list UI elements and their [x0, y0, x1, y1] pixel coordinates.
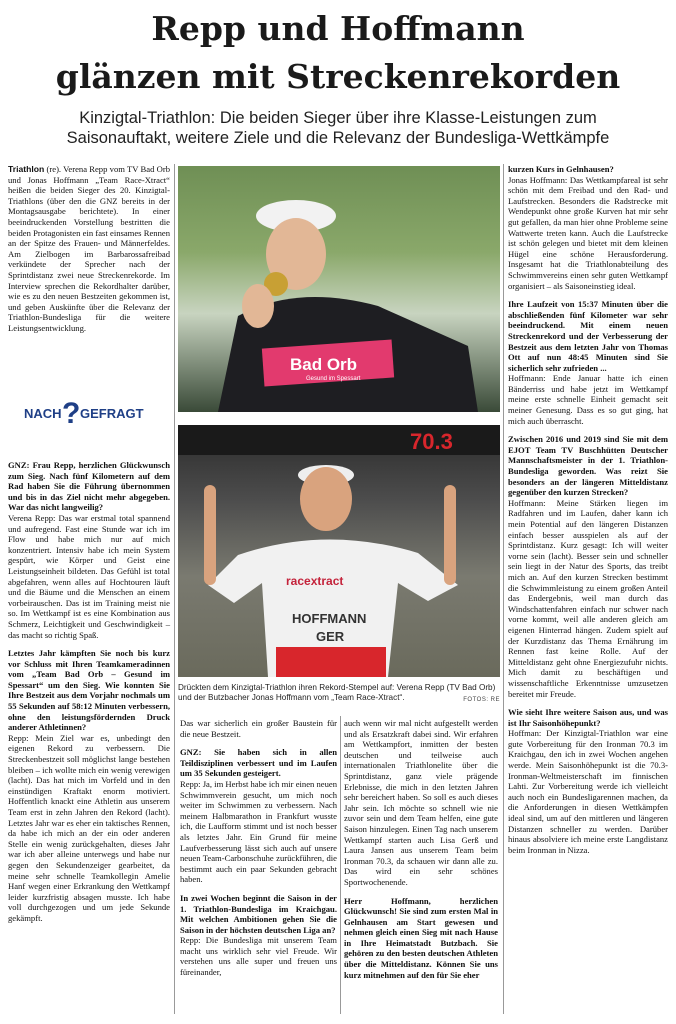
interview-question: Herr Hoffmann, herzlichen Glückwunsch! Sie sind zum ersten Mal in Gelnhausen am Start gewesen und nehmen gleich einen Sieg mit nach Hause in Ihre Heimatstadt Butzbach. Sie gehören zu den besten deutschen Athleten über die Mitteldistanz. Können Sie uns kurz mitnehmen auf den für Sie eher: [344, 895, 498, 980]
column-rule: [174, 164, 175, 1014]
interview-question: Letztes Jahr kämpften Sie noch bis kurz vor Schluss mit Ihren Teamkameradinnen vom „Team Bad Orb – Gesund im Spessart“ um den Sieg. Wie konnten Sie Ihre Bestzeit aus dem Vorjahr nochmals um 55 Sekunden auf 58:12 Minuten verbessern, ohne den leistungsfördernden Druck anderer Athletinnen?: [8, 648, 170, 733]
interview-answer: Repp: Mein Ziel war es, unbedingt den eigenen Rekord zu verbessern. Die Streckenbestzeit soll möglichst lange bestehen bleiben – ich wollte mich ein wenig verewigen (lacht). Das hat mich im Vorfeld und in den einstündigen Kraftakt enorm motiviert. Hoffentlich knackt eine Athletin aus unserem Team erst in zehn Jahren den Rekord (lacht). Letztes Jahr war es eher ein taktisches Rennen, da habe ich mich an der ein oder anderen Stelle ein wenig zurückgehalten, dieses Jahr war ich aber alleine unterwegs und habe nur gegen den Sekundenzeiger gearbeitet, da meine sehr schnelle Teamkollegin Amelie Hanf wegen einer Erkrankung den Wettkampf leider kurzfristig absagen musste. Ich habe voll durchgezogen und um jede Sekunde gekämpft.: [8, 732, 170, 923]
interview-column-4: [508, 164, 668, 855]
question-mark-icon: ?: [62, 397, 81, 428]
interview-column-3: [344, 718, 498, 980]
interview-answer: Repp: Die Bundesliga mit unserem Team macht uns wirklich sehr viel Freude. Wir verstehen uns alle super und freuen uns füreinander,: [180, 935, 337, 978]
interview-answer: auch wenn wir mal nicht aufgestellt werden und als Ersatzkraft dabei sind. Wir erfahren am Wettkampfort, inmitten der besten deutschen und teilweise auch internationalen Triathlonelite über die Sprintdistanz, ganz viele prägende Erlebnisse, die mich in den letzten Jahren sehr bereichert haben. So soll es auch dieses Jahr sein. Ich möchte so schnell wie nie zuvor sein und dem Team helfen, eine gute Saison hinzulegen. Einen Tag nach unserem Wettkampf starten auch Lisa Gerß und Laura Jansen aus unserem Team beim Ironman 70.3, da schauen wir dann alle zu. Das wird ein sehr schönes Sportwochenende.: [344, 718, 498, 887]
interview-column-2: [180, 718, 337, 978]
photo-caption: [178, 683, 500, 705]
photo2-banner: 70.3: [410, 429, 453, 454]
photo2-shirt-brand: racextract: [286, 574, 344, 588]
intro-body: (re). Verena Repp vom TV Bad Orb und Jonas Hoffmann „Team Race-Xtract“ heißen die beiden Sieger des 20. Kinzigtal-Triathlons (über den die GNZ bereits in der Montagsausgabe berichtete). In einer beeindruckenden Vorstellung bestritten die beiden Protagonisten ein fast einsames Rennen an der Spitze des Frauen- und Männerfeldes. Am Zielbogen im Barbarossafreibad verkündete der Sprecher nach der Sprintdistanz zwei neue Streckenrekorde. Im Interview sprechen die Rekordhalter darüber, wie es zu den neuen Bestzeiten gekommen ist, und geben Auskünfte über die Relevanz der Triathlon-Bundesliga für die weitere Leistungsentwicklung.: [8, 164, 170, 333]
interview-answer: Das war sicherlich ein großer Baustein für die neue Bestzeit.: [180, 718, 337, 739]
interview-answer: Hoffmann: Meine Stärken liegen im Radfahren und im Laufen, daher kann ich mein Potential auf den längeren Distanzen einfach besser ausspielen als auf der Sprintdistanz. Kurz gesagt: Ich will weiter vorne sein (lacht). Besser sein und schneller sein liegt in der Natur des Sports, das treibt mich an. Auf den kurzen Strecken bestimmt die Schwimmleistung zu einem großen Anteil das Endergebnis, weil man durch das Windschattenfahren einfach nur schwer nach vorne kommt, weil alle anderen gleich am eigenen Hinterrad hängen. Zudem spielt auf der Kurzdistanz das Thema Ernährung im Rennen fast keine Rolle. Auf der Mitteldistanz geht ohne Energiezufuhr nichts. Mich damit zu beschäftigen und wissenschaftliche Erkenntnisse umzusetzen bereitet mir Freude.: [508, 497, 668, 699]
photo1-shirt-sub: Gesund im Spessart: [306, 376, 361, 382]
interview-question: Ihre Laufzeit von 15:37 Minuten über die abschließenden fünf Kilometer war sehr beeindruckend. Mit einem neuen Streckenrekord und der Verbesserung der Bestzeit aus dem letzten Jahr von Thomas Ott auf nun 48:45 Minuten sind Sie sicherlich sehr zufrieden ...: [508, 299, 668, 373]
photo2-shirt-name: HOFFMANN: [292, 611, 367, 626]
interview-answer: Jonas Hoffmann: Das Wettkampfareal ist sehr schön mit dem Freibad und den Rad- und Laufstrecken. Besonders die Radstrecke mit Wendepunkt ohne große Kurven hat mir sehr gut gefallen, da man hier ohne Probleme seine Wattwerte treten kann. Auch die Laufstrecke ist schön gelegen und bietet mit dem kleinen Hügel eine schöne Herausforderung. Insgesamt hat die Triathlonabteilung des Schwimmvereins einen sehr guten Wettkampf organisiert – als Saisoneinstieg ideal.: [508, 174, 668, 291]
interview-question: In zwei Wochen beginnt die Saison in der 1. Triathlon-Bundesliga im Kraichgau. Mit welchen Ambitionen gehen Sie die Saison in der höchsten deutschen Liga an?: [180, 892, 337, 935]
intro-text: [8, 164, 170, 334]
headline-line-2: glänzen mit Streckenrekorden: [55, 57, 621, 96]
interview-question: GNZ: Frau Repp, herzlichen Glückwunsch zum Sieg. Nach fünf Kilometern auf dem Rad haben Sie die Führung übernommen und bis in das Ziel nicht mehr abgegeben. War das nicht langweilig?: [8, 460, 170, 513]
interview-answer: Repp: Ja, im Herbst habe ich mir einen neuen Schwimmverein gesucht, um mich noch weiter im Schwimmen zu verbessern. Nach meinem Halbmarathon in Frankfurt wusste ich, die Laufform stimmt und ist noch besser als letztes Jahr. Ein Grund für meine Laufverbesserung lässt sich auch auf unsere neuen Team-Carbonschuhe zurückführen, die bestimmt auch ein paar Sekunden gebracht haben.: [180, 778, 337, 885]
logo-part-2: GEFRAGT: [80, 406, 144, 421]
interview-question: kurzen Kurs in Gelnhausen?: [508, 164, 614, 174]
photo-jonas-hoffmann: [178, 425, 500, 677]
interview-question: Wie sieht Ihre weitere Saison aus, und was ist Ihr Saisonhöhepunkt?: [508, 707, 668, 728]
interview-question: GNZ: Sie haben sich in allen Teildisziplinen verbessert und im Laufen um 35 Sekunden gesteigert.: [180, 747, 337, 779]
subheadline-line-1: Kinzigtal-Triathlon: Die beiden Sieger über ihre Klasse-Leistungen zum: [79, 109, 597, 127]
interview-answer: Hoffman: Der Kinzigtal-Triathlon war eine gute Vorbereitung für den Ironman 70.3 im Kraichgau, den ich in zwei Wochen angehen werde. Mein Saisonhöhepunkt ist die 70.3-Ironman-Weltmeisterschaft im finnischen Lahti. Zur Vorbereitung werde ich vielleicht auch noch ein Bundesligarennen machen, da die Anforderungen in diesen Wettkämpfen ideal sind, um auf den mittleren und längeren Distanzen schneller zu werden. Darüber hinaus absolviere ich meine erste Langdistanz beim Ironman in Nizza.: [508, 728, 668, 855]
photo-credit: FOTOS: RE: [463, 697, 500, 704]
interview-answer: Hoffmann: Ende Januar hatte ich einen Bänderriss und habe jetzt im Wettkampf meine erste schnelle Einheit gemacht seit meiner Genesung. Dass es so gut ging, hat mich auch überrascht.: [508, 373, 668, 426]
headline-line-1: Repp und Hoffmann: [151, 9, 525, 48]
subheadline-line-2: Saisonauftakt, weitere Ziele und die Relevanz der Bundesliga-Wettkämpfe: [66, 129, 610, 147]
intro-kicker: Triathlon: [8, 164, 45, 174]
column-rule: [503, 164, 504, 1014]
interview-answer: Verena Repp: Das war erstmal total spannend und aufregend. Fast eine Stunde war ich im Flow und habe mich nur auf mich konzentriert. Intensiv habe ich mein System gespürt, wie Körper und Geist eine Leistungseinheit bildeten. Das Gefühl ist total abgefahren, wenn alles auf Hochtouren läuft und die Bäume und die Menschen an einem vorbeirauschen. Das ist im Training meist nie so. Im Wettkampf ist es eine Kombination aus Schmerz, Leichtigkeit und Geschwindigkeit – das macht so richtig Spaß.: [8, 512, 170, 640]
interview-question: Zwischen 2016 und 2019 sind Sie mit dem EJOT Team TV Buschhütten Deutscher Mannschaftsmeister in der 1. Triathlon-Bundesliga geworden. Was reizt Sie besonders an der längeren Mitteldistanz gegenüber den kurzen Strecken?: [508, 434, 668, 498]
nachgefragt-logo: [24, 396, 154, 428]
interview-column-1: [8, 460, 170, 924]
column-rule: [340, 716, 341, 1014]
logo-part-1: NACH: [24, 406, 62, 421]
caption-text: Drückten dem Kinzigtal-Triathlon ihren Rekord-Stempel auf: Verena Repp (TV Bad Orb) und der Butzbacher Jonas Hoffmann vom „Team Race-Xtract“.: [178, 683, 496, 703]
photo1-shirt-text: Bad Orb: [290, 355, 358, 374]
photo2-shirt-country: GER: [316, 629, 345, 644]
photo-verena-repp: [178, 166, 500, 412]
